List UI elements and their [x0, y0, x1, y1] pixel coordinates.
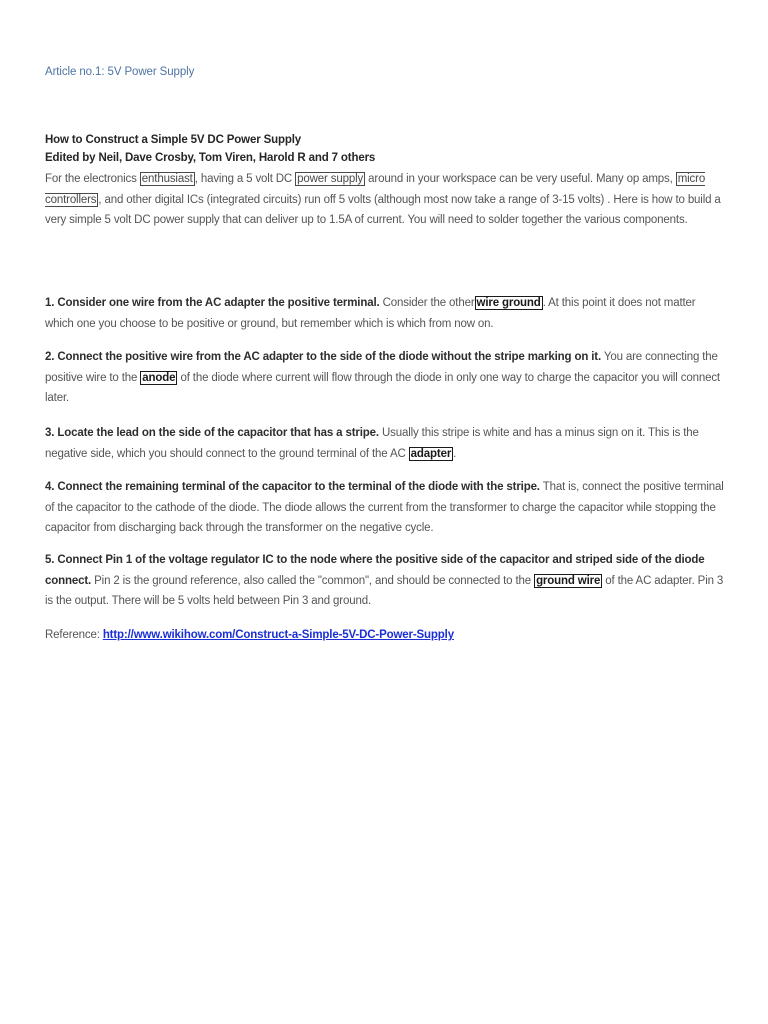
intro-text-4: , and other digital ICs (integrated circuits) run off 5 volts (although most now take a range of 3-15 volts) . Here is how to build a very simple 5 volt DC power supply that can deliver up to 1.5A of current. You will need to solder together the various components.	[45, 193, 721, 226]
step-1	[45, 293, 725, 334]
article-title: How to Construct a Simple 5V DC Power Supply	[45, 134, 302, 146]
step-3-text-2: .	[453, 447, 457, 460]
step-1-text-1: Consider the other	[379, 297, 475, 309]
step-2-heading: 2. Connect the positive wire from the AC adapter to the side of the diode without the stripe marking on it.	[45, 351, 602, 363]
step-1-heading: 1. Consider one wire from the AC adapter the positive terminal.	[45, 297, 380, 309]
step-5-text-2: of the AC adapter. Pin 3 is the output. There will be 5 volts held between Pin 3 and ground.	[45, 574, 724, 607]
reference-label: Reference:	[45, 629, 103, 641]
step-1-text-2: . At this point it does not matter which one you choose to be positive or ground, but remember which is which from now on.	[45, 297, 696, 330]
intro-text-1: For the electronics	[45, 173, 140, 185]
keyword-enthusiast[interactable]: enthusiast	[141, 173, 193, 185]
keyword-wire-ground[interactable]: wire ground	[476, 297, 541, 309]
step-3-text-1: Usually this stripe is white and has a minus sign on it. This is the negative side, which you should connect to the ground terminal of the AC	[45, 427, 699, 460]
editors-line: Edited by Neil, Dave Crosby, Tom Viren, Harold R and 7 others	[45, 152, 376, 164]
step-2-text-1: You are connecting the positive wire to the	[45, 351, 718, 384]
intro-paragraph	[45, 169, 725, 231]
keyword-adapter[interactable]: adapter	[410, 447, 452, 460]
step-5-text-1: Pin 2 is the ground reference, also called the "common", and should be connected to the	[91, 574, 535, 587]
step-4-text-1: That is, connect the positive terminal of the capacitor to the cathode of the diode. The diode allows the current from the transformer to charge the capacitor while stopping the capacitor from discharging back through the transformer on the negative cycle.	[45, 481, 724, 534]
step-4-heading: 4. Connect the remaining terminal of the capacitor to the terminal of the diode with the stripe.	[45, 481, 540, 493]
reference-line	[45, 625, 725, 646]
step-3	[45, 423, 725, 464]
title-block	[45, 131, 735, 167]
keyword-ground-wire[interactable]: ground wire	[536, 574, 601, 587]
intro-text-3: around in your workspace can be very useful. Many op amps,	[365, 173, 676, 185]
step-2	[45, 347, 725, 409]
step-3-heading: 3. Locate the lead on the side of the capacitor that has a stripe.	[45, 427, 379, 439]
intro-text-2: , having a 5 volt DC	[194, 173, 296, 185]
article-label: Article no.1: 5V Power Supply	[45, 66, 195, 78]
reference-link[interactable]: http://www.wikihow.com/Construct-a-Simple-5V-DC-Power-Supply	[102, 629, 454, 641]
keyword-power-supply[interactable]: power supply	[297, 173, 364, 185]
keyword-micro-controllers[interactable]: micro controllers	[45, 173, 706, 206]
step-5	[45, 550, 725, 612]
step-4	[45, 477, 725, 539]
step-2-text-2: of the diode where current will flow through the diode in only one way to charge the capacitor you will connect later.	[45, 371, 720, 404]
step-5-heading: 5. Connect Pin 1 of the voltage regulator IC to the node where the positive side of the capacitor and striped side of the diode connect.	[45, 554, 705, 587]
keyword-anode[interactable]: anode	[142, 371, 176, 384]
